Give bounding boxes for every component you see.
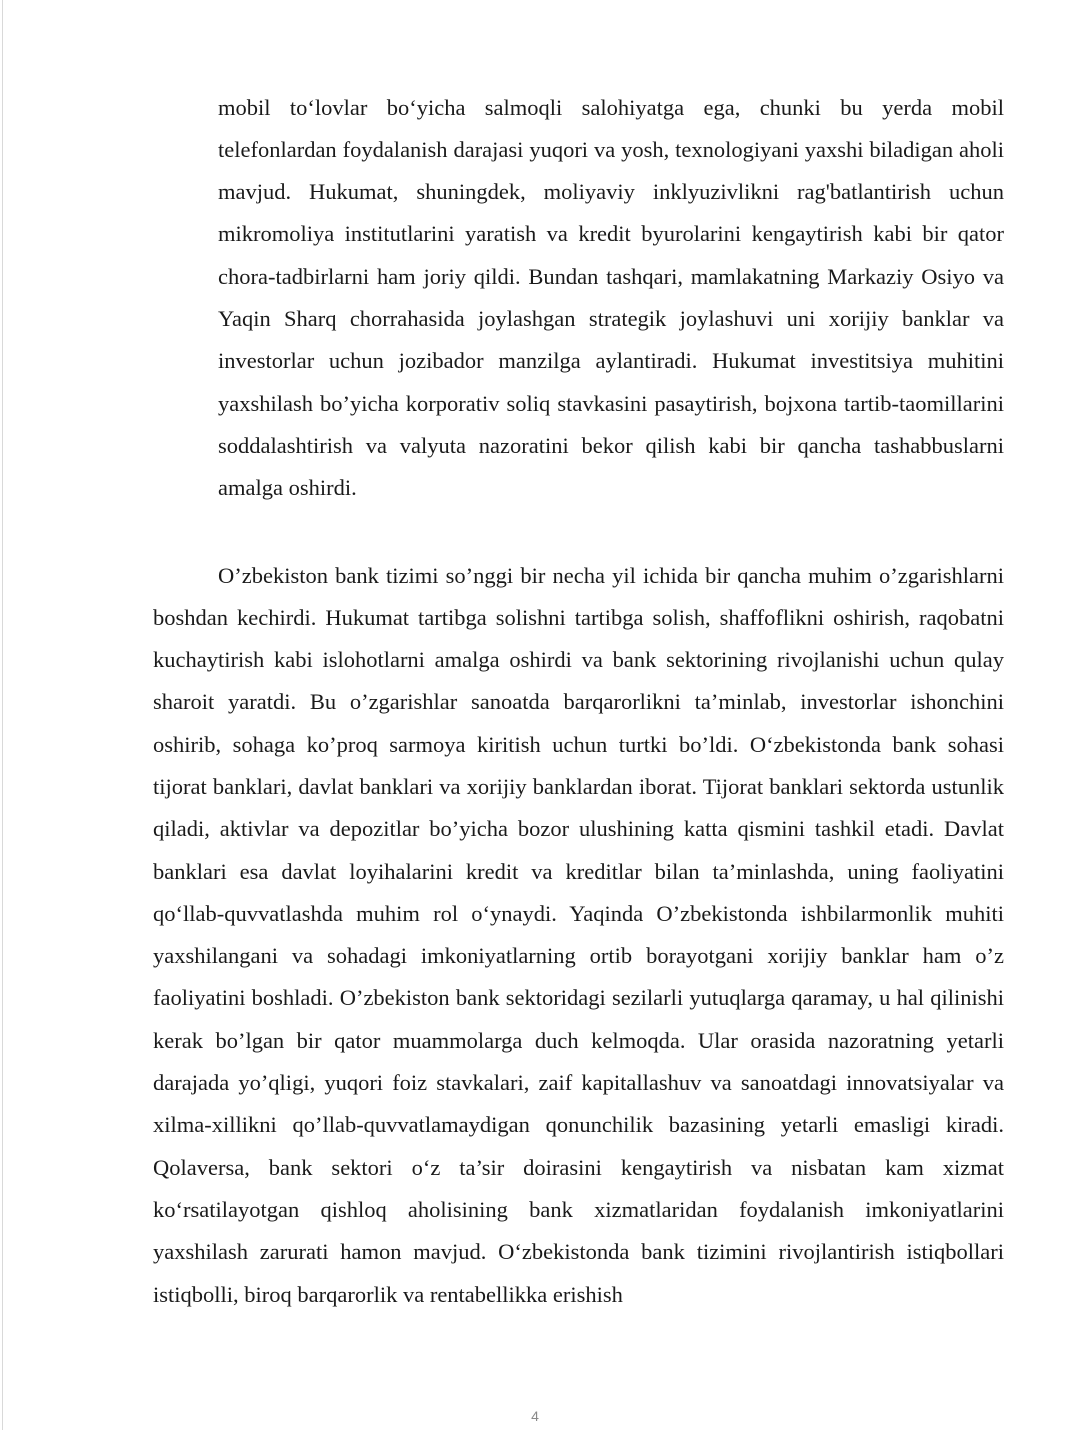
main-paragraph: O’zbekiston bank tizimi so’nggi bir necha yil ichida bir qancha muhim o’zgarishlarni boshdan kechirdi. Hukumat tartibga solishni tartibga solish, shaffoflikni oshirish, raqobatni kuchaytirish kabi islohotlarni amalga oshirdi va bank sektorining rivojlanishi uchun qulay sharoit yaratdi. Bu o’zgarishlar sanoatda barqarorlikni ta’minlab, investorlar ishonchini oshirib, sohaga ko’proq sarmoya kiritish uchun turtki bo’ldi. O‘zbekistonda bank sohasi tijorat banklari, davlat banklari va xorijiy banklardan iborat. Tijorat banklari sektorda ustunlik qiladi, aktivlar va depozitlar bo’yicha bozor ulushining katta qismini tashkil etadi. Davlat banklari esa davlat loyihalarini kredit va kreditlar bilan ta’minlashda, uning faoliyatini qo‘llab-quvvatlashda muhim rol o‘ynaydi. Yaqinda O’zbekistonda ishbilarmonlik muhiti yaxshilangani va sohadagi imkoniyatlarning ortib borayotgani xorijiy banklar ham o’z faoliyatini boshladi. O’zbekiston bank sektoridagi sezilarli yutuqlarga qaramay, u hal qilinishi kerak bo’lgan bir qator muammolarga duch kelmoqda. Ular orasida nazoratning yetarli darajada yo’qligi, yuqori foiz stavkalari, zaif kapitallashuv va sanoatdagi innovatsiyalar va xilma-xillikni qo’llab-quvvatlamaydigan qonunchilik bazasining yetarli emasligi kiradi. Qolaversa, bank sektori o‘z ta’sir doirasini kengaytirish va nisbatan kam xizmat ko‘rsatilayotgan qishloq aholisining bank xizmatlaridan foydalanish imkoniyatlarini yaxshilash zarurati hamon mavjud. O‘zbekistonda bank tizimini rivojlantirish istiqbollari istiqbolli, biroq barqarorlik va rentabellikka erishish [153, 562, 1004, 1307]
indented-paragraph: mobil to‘lovlar bo‘yicha salmoqli salohiyatga ega, chunki bu yerda mobil telefonlardan foydalanish darajasi yuqori va yosh, texnologiyani yaxshi biladigan aholi mavjud. Hukumat, shuningdek, moliyaviy inklyuzivlikni rag'batlantirish uchun mikromoliya institutlarini yaratish va kredit byurolarini kengaytirish kabi bir qator chora-tadbirlarni ham joriy qildi. Bundan tashqari, mamlakatning Markaziy Osiyo va Yaqin Sharq chorrahasida joylashgan strategik joylashuvi uni xorijiy banklar va investorlar uchun jozibador manzilga aylantiradi. Hukumat investitsiya muhitini yaxshilash bo’yicha korporativ soliq stavkasini pasaytirish, bojxona tartib-taomillarini soddalashtirish va valyuta nazoratini bekor qilish kabi bir qancha tashabbuslarni amalga oshirdi. [218, 94, 1004, 501]
page-edge-divider [2, 0, 3, 1430]
page-number: 4 [531, 1408, 539, 1424]
